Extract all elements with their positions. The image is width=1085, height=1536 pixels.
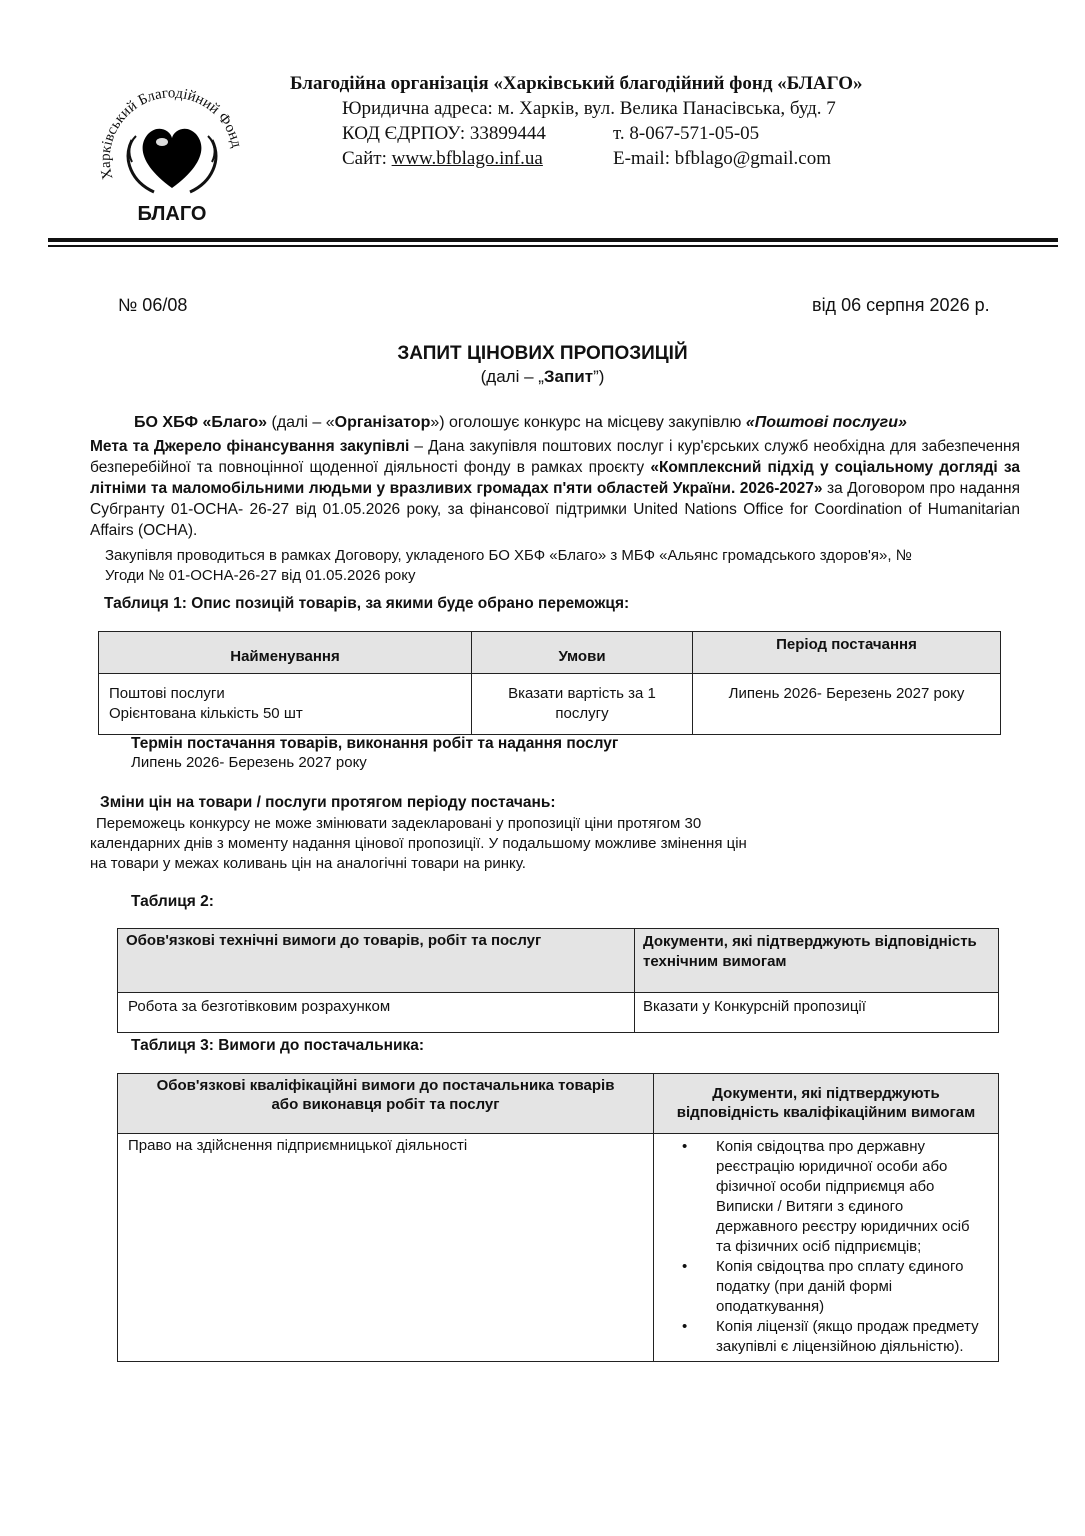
site-link[interactable]: www.bfblago.inf.ua bbox=[391, 148, 543, 169]
table-row bbox=[118, 1134, 999, 1362]
table3-cell-requirement: Право на здійснення підприємницької діяльності bbox=[118, 1134, 654, 1362]
page-title: ЗАПИТ ЦІНОВИХ ПРОПОЗИЦІЙ bbox=[397, 343, 688, 364]
table3-caption: Таблиця 3: Вимоги до постачальника: bbox=[131, 1037, 425, 1054]
agreement-line-2: Угоди № 01-OCHA-26-27 від 01.05.2026 року bbox=[105, 567, 416, 584]
edrpou-code: КОД ЄДРПОУ: 33899444 bbox=[342, 123, 546, 144]
table1-cell-terms: Вказати вартість за 1 послугу bbox=[472, 674, 693, 735]
header-rule-thin bbox=[48, 245, 1058, 247]
table3-header-documents: Документи, які підтверджують відповідність кваліфікаційним вимогам bbox=[654, 1074, 999, 1134]
delivery-value: Липень 2026- Березень 2027 року bbox=[131, 754, 367, 771]
supplier-requirements-table bbox=[117, 1073, 999, 1362]
price-changes-heading: Зміни цін на товари / послуги протягом періоду постачань: bbox=[100, 794, 556, 811]
table1-header-name: Найменування bbox=[99, 632, 472, 674]
table2-header-requirements: Обов'язкові технічні вимоги до товарів, робіт та послуг bbox=[118, 929, 635, 993]
legal-address: Юридична адреса: м. Харків, вул. Велика Панасівська, буд. 7 bbox=[342, 98, 836, 119]
list-item: • Копія свідоцтва про сплату єдиного податку (при даній формі оподаткування) bbox=[682, 1258, 964, 1315]
table1-cell-period: Липень 2026- Березень 2027 року bbox=[693, 674, 1001, 735]
heart-icon bbox=[143, 129, 202, 188]
table1-header-period: Період постачання bbox=[693, 632, 1001, 674]
bullet-icon: • bbox=[682, 1138, 688, 1155]
table1-caption: Таблиця 1: Опис позицій товарів, за якими буде обрано переможця: bbox=[104, 595, 630, 612]
table-row bbox=[118, 993, 999, 1033]
document-number: № 06/08 bbox=[118, 295, 188, 315]
table3-header-requirements: Обов'язкові кваліфікаційні вимоги до постачальника товарів або виконавця робіт та послуг bbox=[118, 1074, 654, 1134]
agreement-line-1: Закупівля проводиться в рамках Договору, укладеного БО ХБФ «Благо» з МБФ «Альянс громадського здоров'я», № bbox=[105, 547, 912, 564]
table1-header-terms: Умови bbox=[472, 632, 693, 674]
header-rule-thick bbox=[48, 238, 1058, 242]
site-label: Сайт: bbox=[342, 148, 392, 169]
bullet-icon: • bbox=[682, 1258, 688, 1275]
table2-cell-requirement: Робота за безготівковим розрахунком bbox=[118, 993, 635, 1033]
logo-word: БЛАГО bbox=[137, 203, 207, 225]
logo-arc-text: Харківський Благодійний Фонд bbox=[97, 85, 245, 182]
org-name: Благодійна організація «Харківський благодійний фонд «БЛАГО» bbox=[290, 73, 863, 94]
page-subtitle: (далі – „Запит”) bbox=[480, 367, 605, 386]
items-table bbox=[98, 631, 1001, 735]
table1-cell-name: Поштові послуги Орієнтована кількість 50 шт bbox=[99, 674, 472, 735]
price-changes-text: Переможець конкурсу не може змінювати задекларовані у пропозиції ціни протягом 30 календарних днів з моменту надання цінової пропозиції. У подальшому можливе змінення цін на товари у межах коливань цін на аналогічні товари на ринку. bbox=[90, 815, 747, 872]
email-address: E-mail: bfblago@gmail.com bbox=[613, 148, 831, 169]
intro-first-line: БО ХБФ «Благо» (далі – «Організатор») оголошує конкурс на місцеву закупівлю «Поштові послуги» bbox=[134, 414, 907, 431]
documents-list bbox=[672, 1137, 988, 1357]
list-item: • Копія ліцензії (якщо продаж предмету закупівлі є ліцензійною діяльністю). bbox=[682, 1318, 979, 1355]
table2-cell-documents: Вказати у Конкурсній пропозиції bbox=[635, 993, 999, 1033]
table2-header-documents: Документи, які підтверджують відповідність технічним вимогам bbox=[635, 929, 999, 993]
phone-number: т. 8-067-571-05-05 bbox=[613, 123, 760, 144]
table3-cell-documents bbox=[654, 1134, 999, 1362]
table-row bbox=[99, 674, 1001, 735]
website bbox=[342, 146, 543, 171]
document-date: від 06 серпня 2026 р. bbox=[812, 295, 990, 315]
foundation-logo bbox=[92, 70, 252, 230]
list-item: • Копія свідоцтва про державну реєстрацію юридичної особи або фізичної особи підприємця або Виписки / Витяги з єдиного державного реєстру юридичних осіб та фізичних осіб підприємців; bbox=[682, 1138, 970, 1255]
table2-caption: Таблиця 2: bbox=[131, 893, 214, 910]
technical-requirements-table bbox=[117, 928, 999, 1033]
delivery-heading: Термін постачання товарів, виконання робіт та надання послуг bbox=[131, 735, 619, 752]
intro-paragraph: Мета та Джерело фінансування закупівлі – Дана закупівля поштових послуг і кур'єрських служб необхідна для забезпечення безперебійної та повноцінної щоденної діяльності фонду в рамках проєкту «Комплексний підхід у соціальному догляді за літніми та маломобільними людьми у вразливих громадах п'яти областей України. 2026-2027» за Договором про надання Субгранту 01-OCHA- 26-27 від 01.05.2026 року, за фінансової підтримки United Nations Office for Coordination of Humanitarian Affairs (OCHA). bbox=[90, 438, 1021, 539]
bullet-icon: • bbox=[682, 1318, 688, 1335]
